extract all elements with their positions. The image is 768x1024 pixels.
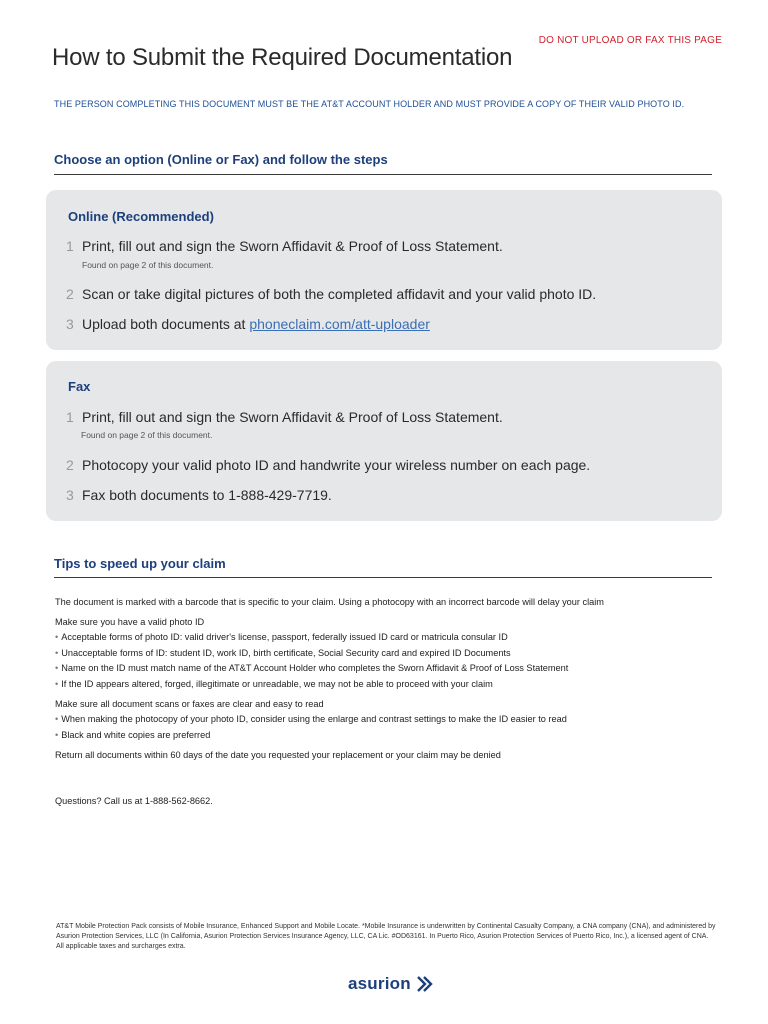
step-text: Photocopy your valid photo ID and handwrite your wireless number on each page. xyxy=(82,457,591,473)
return-deadline-tip: Return all documents within 60 days of the date you requested your replacement or your claim may be denied xyxy=(55,750,501,760)
bullet-icon: • xyxy=(55,714,59,724)
account-holder-notice: THE PERSON COMPLETING THIS DOCUMENT MUST BE THE AT&T ACCOUNT HOLDER AND MUST PROVIDE A COPY OF THEIR VALID PHOTO ID. xyxy=(54,99,685,109)
online-step-2 xyxy=(66,286,596,302)
online-option-card xyxy=(46,190,722,350)
list-item xyxy=(55,677,715,693)
list-item xyxy=(55,630,715,646)
fax-step-2 xyxy=(66,457,590,473)
questions-contact: Questions? Call us at 1-888-562-8662. xyxy=(55,796,213,806)
uploader-link[interactable]: phoneclaim.com/att-uploader xyxy=(249,316,430,332)
step-text: Print, fill out and sign the Sworn Affidavit & Proof of Loss Statement. xyxy=(82,238,503,254)
legal-disclaimer: AT&T Mobile Protection Pack consists of Mobile Insurance, Enhanced Support and Mobile Locate. *Mobile Insurance is underwritten by Continental Casualty Company, a CNA company (CNA), and administered by Asurion Protection Services, LLC (In California, Asurion Protection Services Insurance Agency, LLC, CA Lic. #OD63161. In Puerto Rico, Asurion Protection Services of Puerto Rico, Inc.), a licensed agent of CNA. All applicable taxes and surcharges extra. xyxy=(56,923,716,950)
step-text: Upload both documents at xyxy=(82,316,250,332)
asurion-logo xyxy=(348,974,435,994)
online-step-3 xyxy=(66,316,430,332)
bullet-icon: • xyxy=(55,729,59,740)
bullet-icon: • xyxy=(55,632,59,642)
scans-heading: Make sure all document scans or faxes are clear and easy to read xyxy=(55,699,324,709)
list-item-text: Black and white copies are preferred xyxy=(61,729,211,740)
step-number: 2 xyxy=(66,457,74,473)
fax-option-card xyxy=(46,361,722,521)
list-item-text: If the ID appears altered, forged, illegitimate or unreadable, we may not be able to proceed with your claim xyxy=(61,678,493,689)
photo-id-heading: Make sure you have a valid photo ID xyxy=(55,617,205,627)
online-step-1-note: Found on page 2 of this document. xyxy=(82,260,214,270)
step-text: Scan or take digital pictures of both the completed affidavit and your valid photo ID. xyxy=(82,286,597,302)
step-number: 1 xyxy=(66,238,74,254)
bullet-icon: • xyxy=(55,663,59,673)
logo-text: asurion xyxy=(348,974,411,993)
list-item-text: Unacceptable forms of ID: student ID, work ID, birth certificate, Social Security card and expired ID Documents xyxy=(61,647,511,658)
barcode-tip: The document is marked with a barcode that is specific to your claim. Using a photocopy with an incorrect barcode will delay your claim xyxy=(55,597,604,607)
options-divider xyxy=(54,174,712,175)
step-number: 2 xyxy=(66,286,74,302)
options-heading: Choose an option (Online or Fax) and follow the steps xyxy=(54,152,388,167)
bullet-icon: • xyxy=(55,678,59,689)
list-item-text: Acceptable forms of photo ID: valid driver's license, passport, federally issued ID card or matricula consular ID xyxy=(61,632,508,642)
tips-heading: Tips to speed up your claim xyxy=(54,556,226,571)
fax-step-3 xyxy=(66,487,332,503)
do-not-upload-notice: DO NOT UPLOAD OR FAX THIS PAGE xyxy=(538,35,722,46)
fax-step-1 xyxy=(66,409,503,425)
bullet-icon: • xyxy=(55,647,59,658)
step-text: Print, fill out and sign the Sworn Affidavit & Proof of Loss Statement. xyxy=(82,409,503,425)
tips-divider xyxy=(54,577,712,578)
step-text: Fax both documents to 1-888-429-7719. xyxy=(82,487,332,503)
step-number: 1 xyxy=(66,409,74,425)
list-item xyxy=(55,646,715,662)
list-item xyxy=(55,728,715,744)
online-option-title: Online (Recommended) xyxy=(68,209,214,224)
list-item xyxy=(55,661,715,677)
step-number: 3 xyxy=(66,487,74,503)
fax-step-1-note: Found on page 2 of this document. xyxy=(81,430,213,440)
logo-chevron-icon xyxy=(415,974,435,994)
list-item xyxy=(55,712,715,728)
list-item-text: Name on the ID must match name of the AT&T Account Holder who completes the Sworn Affidavit & Proof of Loss Statement xyxy=(61,663,569,673)
step-number: 3 xyxy=(66,316,74,332)
online-step-1 xyxy=(66,238,503,254)
page-title: How to Submit the Required Documentation xyxy=(52,44,513,71)
fax-option-title: Fax xyxy=(68,379,91,394)
tips-content xyxy=(55,594,715,763)
list-item-text: When making the photocopy of your photo ID, consider using the enlarge and contrast settings to make the ID easier to read xyxy=(61,714,567,724)
